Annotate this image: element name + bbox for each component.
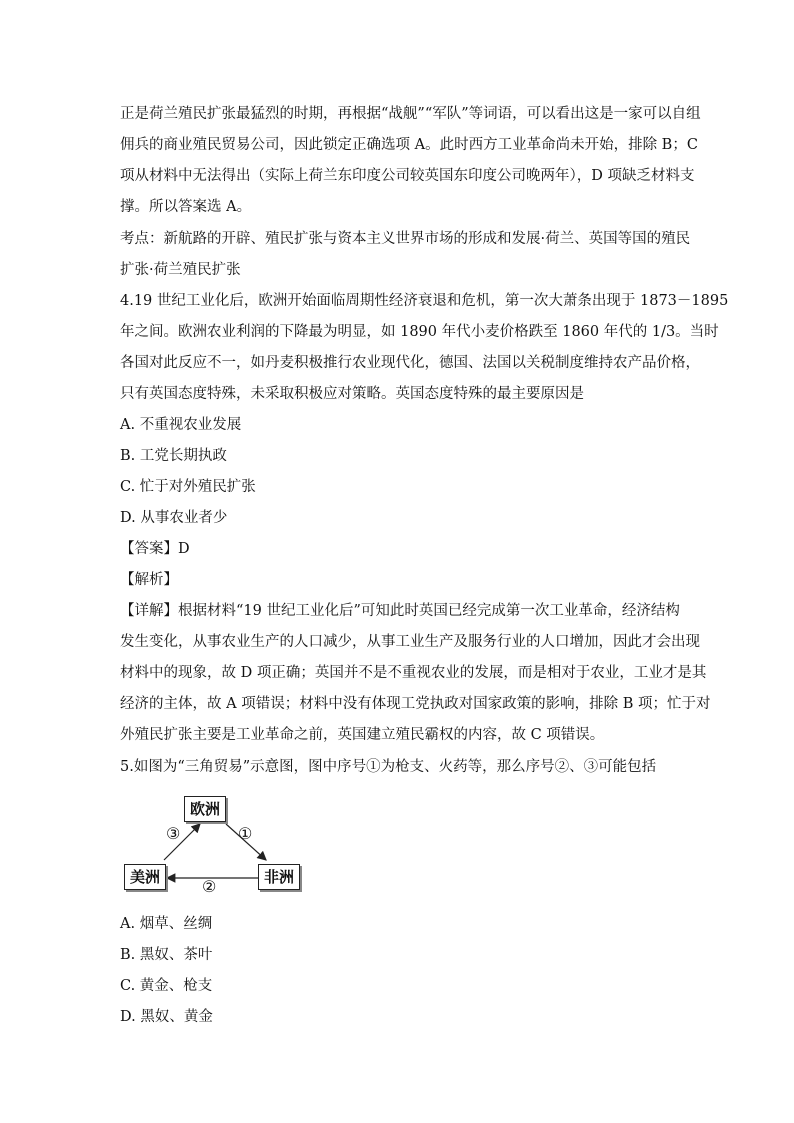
- q5-option-d: D. 黑奴、黄金: [120, 1009, 213, 1025]
- q5-option-b: B. 黑奴、茶叶: [120, 947, 213, 963]
- africa-box: 非洲: [258, 864, 300, 890]
- q4-option-c: C. 忙于对外殖民扩张: [120, 479, 256, 495]
- analysis-line: 外殖民扩张主要是工业革命之前，英国建立殖民霸权的内容，故 C 项错误。: [120, 727, 605, 743]
- question-4-stem: 只有英国态度特殊，未采取积极应对策略。英国态度特殊的最主要原因是: [120, 386, 584, 402]
- question-4-stem: 各国对此反应不一，如丹麦积极推行农业现代化，德国、法国以关税制度维持农产品价格，: [120, 355, 700, 371]
- q4-option-a: A. 不重视农业发展: [120, 417, 242, 433]
- question-4-stem: 年之间。欧洲农业利润的下降最为明显，如 1890 年代小麦价格跌至 1860 年代的 1/3。当时: [120, 324, 719, 340]
- arrow-label-2: ②: [202, 877, 217, 896]
- text-line: 项从材料中无法得出（实际上荷兰东印度公司较英国东印度公司晚两年），D 项缺乏材料支: [120, 168, 695, 184]
- text-line: 正是荷兰殖民扩张最猛烈的时期，再根据“战舰”“军队”等词语，可以看出这是一家可以自组: [120, 106, 701, 122]
- text-line: 撑。所以答案选 A。: [120, 199, 252, 215]
- question-4-stem: 4.19 世纪工业化后，欧洲开始面临周期性经济衰退和危机，第一次大萧条出现于 1873－1895: [120, 293, 729, 309]
- text-line: 考点：新航路的开辟、殖民扩张与资本主义世界市场的形成和发展·荷兰、英国等国的殖民: [120, 231, 691, 247]
- q4-option-d: D. 从事农业者少: [120, 510, 228, 526]
- q4-option-b: B. 工党长期执政: [120, 448, 227, 464]
- question-5-stem: 5.如图为“三角贸易”示意图，图中序号①为枪支、火药等，那么序号②、③可能包括: [120, 759, 657, 775]
- analysis-line: 材料中的现象，故 D 项正确；英国并不是不重视农业的发展，而是相对于农业，工业才是其: [120, 665, 707, 681]
- triangle-trade-diagram: [120, 790, 300, 900]
- analysis-title: 【解析】: [120, 572, 178, 588]
- america-box: 美洲: [124, 864, 166, 890]
- text-line: 扩张·荷兰殖民扩张: [120, 262, 241, 278]
- arrow-label-1: ①: [238, 824, 253, 843]
- text-line: 佣兵的商业殖民贸易公司，因此锁定正确选项 A。此时西方工业革命尚未开始，排除 B；C: [120, 137, 698, 153]
- q5-option-a: A. 烟草、丝绸: [120, 916, 213, 932]
- q5-option-c: C. 黄金、枪支: [120, 978, 213, 994]
- analysis-line: 发生变化，从事农业生产的人口减少，从事工业生产及服务行业的人口增加，因此才会出现: [120, 634, 700, 650]
- arrow-label-3: ③: [166, 824, 181, 843]
- answer-label: 【答案】D: [120, 541, 190, 557]
- analysis-line: 【详解】根据材料“19 世纪工业化后”可知此时英国已经完成第一次工业革命，经济结构: [120, 603, 680, 619]
- europe-box: 欧洲: [184, 796, 226, 822]
- analysis-line: 经济的主体，故 A 项错误；材料中没有体现工党执政对国家政策的影响，排除 B 项；忙于对: [120, 696, 711, 712]
